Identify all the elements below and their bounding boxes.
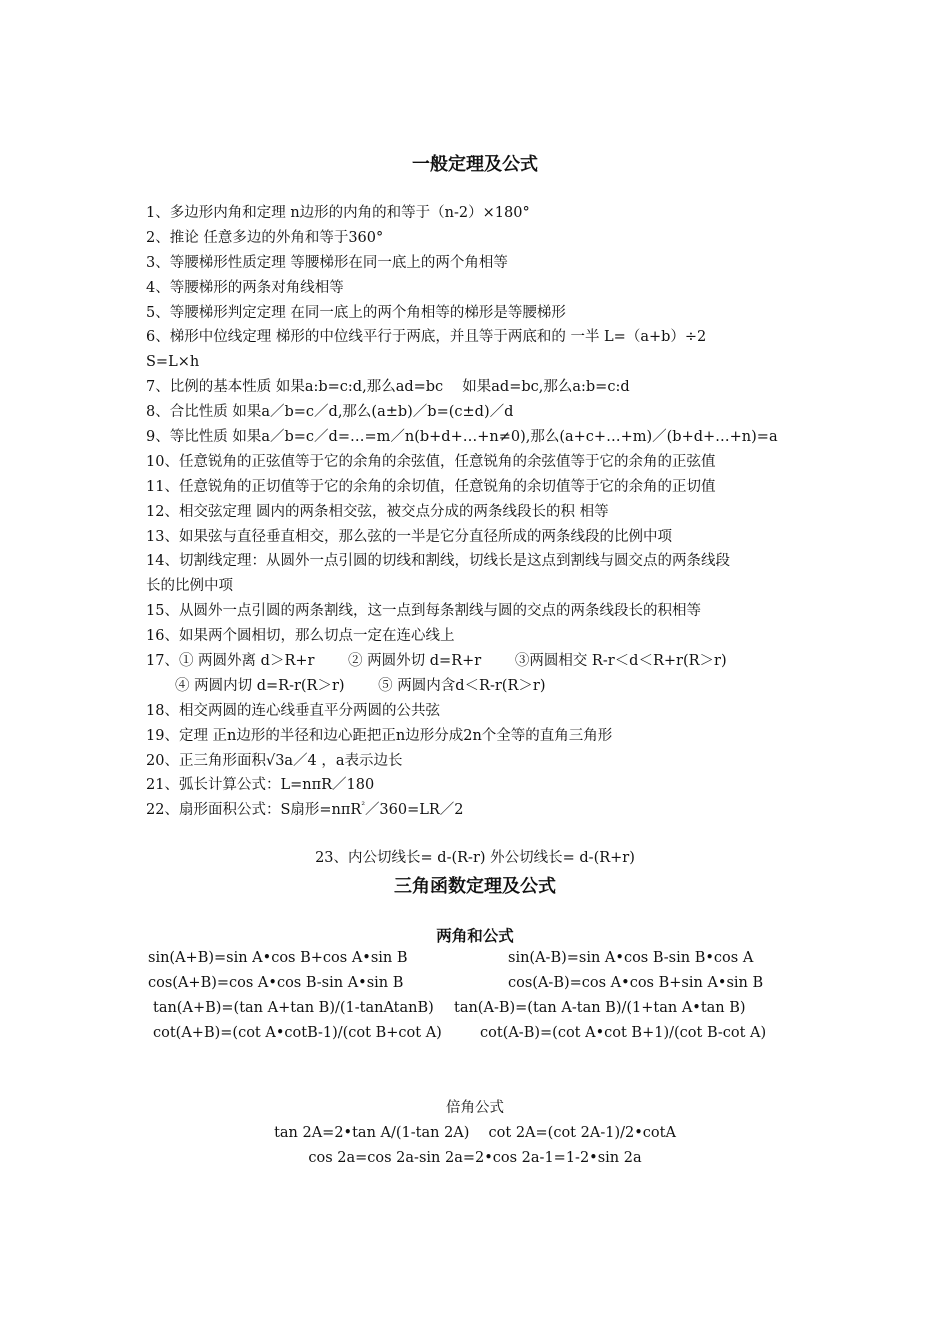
- theorem-list: [146, 201, 818, 823]
- formula: cos(A+B)=cos A•cos B-sin A•sin B: [148, 975, 404, 991]
- list-item: [146, 798, 818, 823]
- list-item: 15、从圆外一点引圆的两条割线，这一点到每条割线与圆的交点的两条线段长的积相等: [146, 603, 701, 620]
- list-item: 10、任意锐角的正弦值等于它的余角的余弦值，任意锐角的余弦值等于它的余角的正弦值: [146, 453, 716, 470]
- section-title-general: 一般定理及公式: [412, 154, 538, 175]
- list-item: 17、① 两圆外离 d＞R+r ② 两圆外切 d=R+r ③两圆相交 R-r＜d＜R+r(R＞r): [146, 653, 727, 670]
- list-item: 5、等腰梯形判定定理 在同一底上的两个角相等的梯形是等腰梯形: [146, 304, 566, 321]
- formula: tan(A+B)=(tan A+tan B)/(1-tanAtanB): [153, 1000, 434, 1016]
- list-item: 18、相交两圆的连心线垂直平分两圆的公共弦: [146, 702, 440, 719]
- formula-row: [148, 946, 828, 971]
- sum-formula-table: [148, 946, 828, 1046]
- list-item: 3、等腰梯形性质定理 等腰梯形在同一底上的两个角相等: [146, 254, 508, 271]
- list-item-23: 23、内公切线长= d-(R-r) 外公切线长= d-(R+r): [315, 850, 635, 866]
- list-item: 7、比例的基本性质 如果a:b=c:d,那么ad=bc 如果ad=bc,那么a:b=c:d: [146, 379, 630, 396]
- list-item: 12、相交弦定理 圆内的两条相交弦，被交点分成的两条线段长的积 相等: [146, 503, 609, 520]
- formula: tan(A-B)=(tan A-tan B)/(1+tan A•tan B): [454, 1000, 746, 1016]
- subtitle-sum-formulas: 两角和公式: [436, 927, 514, 945]
- list-item: 20、正三角形面积√3a／4 ，a表示边长: [146, 752, 403, 769]
- list-item: 长的比例中项: [146, 578, 233, 595]
- list-item: 2、推论 任意多边的外角和等于360°: [146, 229, 384, 246]
- formula-row: [148, 971, 828, 996]
- list-item: 14、切割线定理：从圆外一点引圆的切线和割线，切线长是这点到割线与圆交点的两条线段: [146, 553, 730, 570]
- subtitle-double-angle: 倍角公式: [446, 1100, 504, 1116]
- section-title-trig: 三角函数定理及公式: [394, 876, 556, 897]
- formula: tan 2A=2•tan A/(1-tan 2A) cot 2A=(cot 2A-1)/2•cotA: [274, 1125, 676, 1141]
- list-item: 13、如果弦与直径垂直相交，那么弦的一半是它分直径所成的两条线段的比例中项: [146, 528, 672, 545]
- list-item: 19、定理 正n边形的半径和边心距把正n边形分成2n个全等的直角三角形: [146, 727, 613, 744]
- formula-row: [148, 996, 828, 1021]
- list-item: S=L×h: [146, 354, 200, 371]
- list-item: 11、任意锐角的正切值等于它的余角的余切值，任意锐角的余切值等于它的余角的正切值: [146, 478, 716, 495]
- list-item: 4、等腰梯形的两条对角线相等: [146, 279, 344, 296]
- list-item: ④ 两圆内切 d=R-r(R＞r) ⑤ 两圆内含d＜R-r(R＞r): [175, 677, 546, 694]
- formula: sin(A+B)=sin A•cos B+cos A•sin B: [148, 950, 408, 966]
- list-item-text: ／360=LR／2: [364, 802, 464, 819]
- formula: cos 2a=cos 2a-sin 2a=2•cos 2a-1=1-2•sin 2a: [308, 1150, 642, 1166]
- list-item: 16、如果两个圆相切，那么切点一定在连心线上: [146, 628, 455, 645]
- list-item: 8、合比性质 如果a／b=c／d,那么(a±b)／b=(c±d)／d: [146, 404, 514, 421]
- formula: cos(A-B)=cos A•cos B+sin A•sin B: [508, 975, 764, 991]
- list-item: 6、梯形中位线定理 梯形的中位线平行于两底，并且等于两底和的 一半 L=（a+b）÷2: [146, 329, 707, 346]
- list-item-text: 22、扇形面积公式：S扇形=nπR: [146, 802, 362, 819]
- superscript: ²: [361, 801, 365, 812]
- list-item: 9、等比性质 如果a／b=c／d=…=m／n(b+d+…+n≠0),那么(a+c+…+m)／(b+d+…+n)=a: [146, 429, 778, 446]
- list-item: 1、多边形内角和定理 n边形的内角的和等于（n-2）×180°: [146, 205, 530, 221]
- formula: sin(A-B)=sin A•cos B-sin B•cos A: [508, 950, 754, 966]
- formula: cot(A+B)=(cot A•cotB-1)/(cot B+cot A): [153, 1025, 442, 1041]
- formula: cot(A-B)=(cot A•cot B+1)/(cot B-cot A): [480, 1025, 767, 1041]
- formula-row: [148, 1021, 828, 1046]
- list-item: 21、弧长计算公式：L=nπR／180: [146, 777, 375, 794]
